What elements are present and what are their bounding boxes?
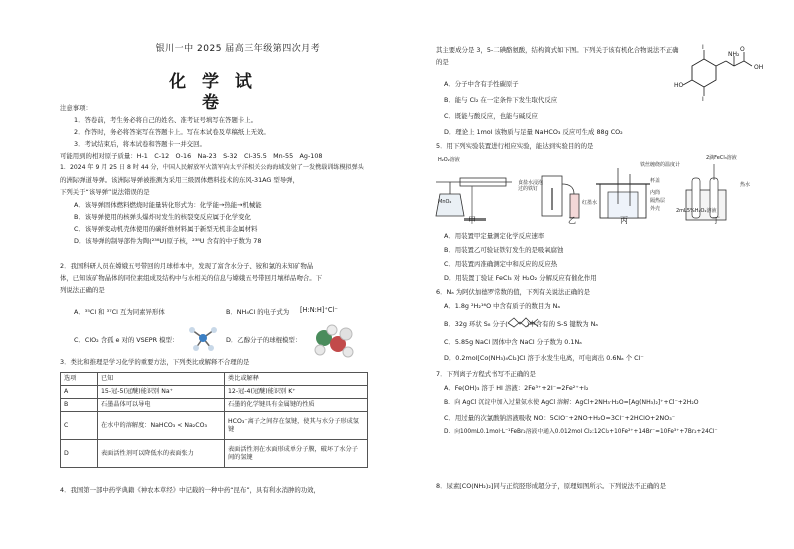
fig-text: 铁丝缠绕的温度计 xyxy=(640,162,681,168)
q5-stem: 5．用下列实验装置进行相应实验，能达到实验目的的是 xyxy=(436,142,594,150)
q6-stem: 6．Nₐ 为阿伏加德罗常数的值，下列有关说法正确的是 xyxy=(436,288,590,296)
s8-ring-figure xyxy=(506,315,540,329)
q5-option-c: C．用装置丙准确测定中和反应的反应热 xyxy=(444,260,558,268)
q7-stem: 7．下列离子方程式书写不正确的是 xyxy=(436,370,536,378)
q5-option-b: B．用装置乙可验证铁钉发生的是吸氧腐蚀 xyxy=(444,246,564,254)
q7-option-d: D．向100mL0.1mol·L⁻¹FeBr₂溶液中通入0.012mol Cl₂:12Cl₂+10Fe²⁺+14Br⁻=10Fe³⁺+7Br₂+24Cl⁻ xyxy=(444,429,718,435)
q1-option-c: C．该导弹变动机壳体使用的碳纤维材料属于新型无机非金属材料 xyxy=(74,225,258,233)
note-item: 1．答卷前，考生务必将自己的姓名、准考证号填写在答题卡上。 xyxy=(74,116,258,124)
molecule-label: HO xyxy=(674,82,684,89)
q2-stem-line: 列说法正确的是 xyxy=(60,286,105,294)
table-cell: C xyxy=(61,412,98,440)
fig-caption: 乙 xyxy=(568,216,576,225)
q6-option-c: C．5.85g NaCl 固体中含 NaCl 分子数为 0.1Nₐ xyxy=(444,338,582,346)
fig-text: 内筒 xyxy=(650,190,661,196)
fig-text: 食盐水浸泡过的铁钉 xyxy=(518,180,544,193)
q1-stem-line: 1．2024 年 9 月 25 日 8 时 44 分，中国人民解放军火箭军向太平洋相关公海海域发射了一发携载训练模拟弹头 xyxy=(60,164,364,171)
exam-title: 化 学 试 卷 xyxy=(169,72,257,114)
q5-option-a: A．用装置甲定量测定化学反应速率 xyxy=(444,232,545,240)
fig-text: MnO₂ xyxy=(438,199,452,205)
q1-option-a: A．该导弹固体燃料燃烧时能量转化形式为：化学能→热能→机械能 xyxy=(74,201,262,209)
q4-option-a: A．分子中含有手性碳原子 xyxy=(444,80,519,88)
q2-option-a: A．³⁵Cl 和 ³⁷Cl 互为同素异形体 xyxy=(74,308,165,316)
ethanol-ball-stick-figure xyxy=(312,324,356,358)
q4-stem-cont: 的是 xyxy=(436,58,449,66)
fig-text: 红墨水 xyxy=(582,200,598,206)
exam-subtitle: 银川一中 2025 届高三年级第四次月考 xyxy=(155,44,321,54)
q1-stem-line: 的洲际弹道导弹。该洲际导弹被推测为采用三级固体燃料技术的东风-31AG 型导弹， xyxy=(60,176,299,184)
table-cell: B xyxy=(61,399,98,412)
table-cell: HCO₃⁻离子之间存在氢键，使其与水分子形成氢键 xyxy=(225,412,368,440)
fig-text: 热水 xyxy=(740,182,751,188)
molecule-label: I xyxy=(702,44,704,51)
notes-heading: 注意事项： xyxy=(60,104,92,112)
fig-text: 2mL5%H₂O₂溶液 xyxy=(676,208,717,214)
q2-option-b: B．NH₄Cl 的电子式为 xyxy=(226,308,290,316)
table-header: 选项 xyxy=(61,373,98,386)
table-cell: 表面活性剂在水面形成单分子膜，破坏了水分子间的氢键 xyxy=(225,440,368,468)
q3-table xyxy=(60,372,368,468)
q4-option-d: D．理论上 1mol 该物质与足量 NaHCO₃ 反应可生成 88g CO₂ xyxy=(444,128,623,136)
table-header: 类比或解释 xyxy=(225,373,368,386)
q4-option-c: C．既能与酸反应，也能与碱反应 xyxy=(444,112,538,120)
fig-text: 杯盖 xyxy=(650,178,661,184)
q8-stem: 8．尿素[CO(NH₂)₂]同与正烷胫形成超分子，原理如图所示。下列说法不正确的是 xyxy=(436,482,666,490)
q2-stem-line: 2．我国科研人员在嫦娥五号带回的月球样本中，发现了富含水分子、铵和氯的未知矿物晶 xyxy=(60,262,314,270)
molecule-label: O xyxy=(740,46,745,53)
q2-option-c: C．ClO₂ 含孤 e 对的 VSEPR 模型： xyxy=(74,336,179,344)
note-item: 3．考试结束后，将本试卷和答题卡一并交回。 xyxy=(74,140,206,148)
q4-stem-cont: 其主要成分是 3，5-二碘酪氨酸，结构简式如下图。下列关于该有机化合物说法不正确 xyxy=(436,46,679,54)
q7-option-b: B．向 AgCl 沉淀中加入过量氨水使 AgCl 溶解：AgCl+2NH₃·H₂O=[Ag(NH₃)₂]⁺+Cl⁻+2H₂O xyxy=(444,399,699,406)
q1-option-d: D．该导弹的制导部件为陶(²³⁸U)原子核，²³⁸U 含有的中子数为 78 xyxy=(74,237,262,245)
vsepr-model-figure xyxy=(186,324,220,352)
molecule-label: NH₂ xyxy=(728,51,740,58)
fig-text: H₂O₂溶液 xyxy=(438,157,460,163)
q6-option-b: B．32g 环状 S₈ 分子( )中含有的 S-S 键数为 Nₐ xyxy=(444,320,598,328)
note-item: 2．作答时，务必将答案写在答题卡上。写在本试卷及草稿纸上无效。 xyxy=(74,128,270,136)
table-cell: 表面活性剂可以降低水的表面张力 xyxy=(98,440,225,468)
molecule-label: I xyxy=(702,96,704,103)
table-header: 已知 xyxy=(98,373,225,386)
q4-option-b: B．能与 Cl₂ 在一定条件下发生取代反应 xyxy=(444,96,558,104)
diiodotyrosine-structure xyxy=(672,44,758,108)
atomic-masses: 可能用到的相对原子质量：H-1 C-12 O-16 Na-23 S-32 Cl-35.5 Mn-55 Ag-108 xyxy=(60,152,323,160)
nh4cl-electron-formula: [H:N:H]⁺Cl⁻ xyxy=(300,306,338,314)
table-cell: A xyxy=(61,386,98,399)
molecule-label: OH xyxy=(754,64,764,71)
fig-caption: 甲 xyxy=(468,216,476,225)
table-cell: 12-冠-4(冠醚)能识别 K⁺ xyxy=(225,386,368,399)
q3-stem: 3．类比和推理是学习化学的重要方法，下列类比或解释不合理的是 xyxy=(60,358,250,366)
fig-text: 隔热层 xyxy=(650,198,666,204)
fig-caption: 丁 xyxy=(712,216,720,225)
q4-stem: 4．我国第一部中药学典籍《神农本草经》中记载的一种中药“昆布”，具有利水消肿的功效， xyxy=(60,486,320,494)
q1-stem-line: 下列关于“该导弹”说法错误的是 xyxy=(60,188,150,196)
q7-option-a: A．Fe(OH)₃ 溶于 HI 溶液：2Fe³⁺+2I⁻=2Fe²⁺+I₂ xyxy=(444,384,589,392)
q6-option-d: D．0.2mol[Co(NH₃)₄Cl₂]Cl 溶于水发生电离，可电离出 0.6Nₐ 个 Cl⁻ xyxy=(444,354,644,362)
fig-text: 2滴FeCl₃溶液 xyxy=(706,155,737,161)
q2-stem-line: 体，已知该矿物晶体的同位素组成及结构中与水相关的信息与嫦娥五号带回月壤样品吻合。下 xyxy=(60,274,323,282)
q2-option-d: D．乙醇分子的球棍模型： xyxy=(226,336,302,344)
table-cell: 石墨的化学键具有金属键的性质 xyxy=(225,399,368,412)
table-cell: 在水中的溶解度：NaHCO₃ < Na₂CO₃ xyxy=(98,412,225,440)
q7-option-c: C．用过量的次氯酸钠溶液吸收 NO：5ClO⁻+2NO+H₂O=3Cl⁻+2HClO+2NO₃⁻ xyxy=(444,414,676,422)
q1-option-b: B．该导弹使用的核弹头爆炸时发生的核裂变反应属于化学变化 xyxy=(74,213,251,221)
table-cell: 石墨晶体可以导电 xyxy=(98,399,225,412)
q5-option-d: D．用装置丁验证 FeCl₃ 对 H₂O₂ 分解反应有催化作用 xyxy=(444,274,597,282)
fig-text: 外壳 xyxy=(650,206,661,212)
q6-option-a: A．1.8g ²H₂¹⁶O 中含有质子的数目为 Nₐ xyxy=(444,302,560,310)
table-cell: 15-冠-5(冠醚)能识别 Na⁺ xyxy=(98,386,225,399)
fig-caption: 丙 xyxy=(620,216,628,225)
table-cell: D xyxy=(61,440,98,468)
